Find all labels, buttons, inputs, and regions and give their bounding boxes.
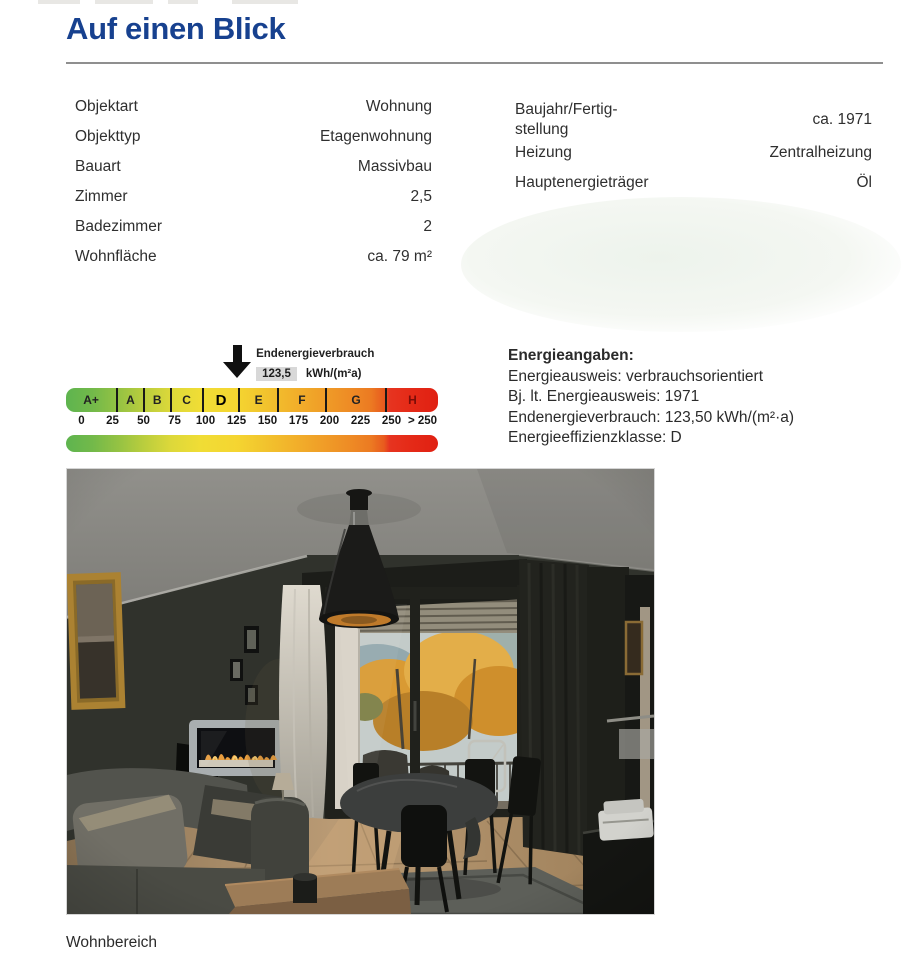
scale-tick: 175 (288, 415, 309, 427)
scale-tick: 225 (350, 415, 371, 427)
energy-class-a: A (118, 388, 145, 412)
detail-label-line: Baujahr/Fertig- (515, 101, 618, 118)
detail-row (75, 217, 432, 247)
energy-class-e: E (240, 388, 278, 412)
scale-ticks (66, 415, 438, 432)
living-room-photo (67, 469, 654, 914)
scale-tick: 125 (226, 415, 247, 427)
energy-class-a-plus: A+ (66, 388, 118, 412)
energy-info-line: Bj. lt. Energieausweis: 1971 (508, 388, 700, 405)
detail-row (515, 97, 872, 143)
pointer-arrow-icon (223, 345, 251, 378)
detail-label (515, 100, 618, 140)
scale-tick: 75 (168, 415, 181, 427)
energy-class-f: F (279, 388, 327, 412)
energy-class-b: B (145, 388, 172, 412)
pointer-value: 123,5 (256, 367, 297, 381)
detail-row (515, 143, 872, 173)
detail-label: Objektart (75, 98, 138, 115)
details-right-column (515, 97, 872, 277)
detail-label: Bauart (75, 158, 121, 175)
energy-info-line: Endenergieverbrauch: 123,50 kWh/(m²·a) (508, 408, 795, 426)
scale-tick: 0 (78, 415, 85, 427)
property-photo (66, 468, 655, 915)
energy-info-heading: Energieangaben: (508, 347, 634, 364)
detail-value: 2 (423, 218, 432, 235)
energy-info-line: Energieausweis: verbrauchsorientiert (508, 367, 764, 385)
detail-value: Wohnung (365, 98, 432, 115)
title-divider (66, 62, 883, 64)
energy-info (508, 346, 880, 452)
detail-value: ca. 79 m² (367, 248, 432, 265)
detail-value: ca. 1971 (812, 111, 872, 128)
page-title: Auf einen Blick (66, 11, 286, 46)
scale-tick: 100 (195, 415, 216, 427)
detail-row (75, 157, 432, 187)
detail-label-line: stellung (515, 121, 569, 138)
energy-class-bar (66, 388, 438, 412)
photo-vignette (67, 469, 654, 914)
scale-tick: > 250 (407, 415, 438, 427)
detail-label: Objekttyp (75, 128, 141, 145)
energy-consumption-scale (66, 344, 438, 452)
energy-gradient-bar (66, 435, 438, 452)
detail-row (75, 127, 432, 157)
pointer-arrow-head (223, 362, 251, 378)
energy-class-g: G (327, 388, 387, 412)
detail-label: Hauptenergieträger (515, 174, 649, 191)
detail-row (75, 247, 432, 277)
detail-row (515, 173, 872, 203)
energy-section (66, 344, 883, 452)
energy-class-d: D (204, 388, 241, 412)
details-left-column (75, 97, 432, 277)
detail-label: Badezimmer (75, 218, 162, 235)
scale-tick: 25 (106, 415, 119, 427)
scale-pointer-area (66, 344, 438, 388)
pointer-value-row (256, 367, 361, 381)
detail-value: Etagenwohnung (319, 128, 432, 145)
scale-tick: 50 (137, 415, 150, 427)
pointer-label: Endenergieverbrauch (256, 348, 375, 360)
detail-value: Öl (856, 174, 872, 191)
detail-label: Wohnfläche (75, 248, 157, 265)
scale-tick: 150 (257, 415, 278, 427)
detail-label: Heizung (515, 144, 572, 161)
pointer-unit: kWh/(m²a) (305, 368, 362, 380)
detail-value: Massivbau (357, 158, 432, 175)
pointer-arrow-stem (233, 345, 242, 362)
expose-page (66, 0, 883, 952)
detail-row (75, 187, 432, 217)
detail-label: Zimmer (75, 188, 128, 205)
detail-row (75, 97, 432, 127)
scale-tick: 200 (319, 415, 340, 427)
detail-value: 2,5 (410, 188, 432, 205)
property-details (66, 97, 883, 277)
energy-class-h: H (408, 393, 417, 407)
detail-value: Zentralheizung (769, 144, 872, 161)
scale-tick: 250 (381, 415, 402, 427)
energy-info-line: Energieeffizienzklasse: D (508, 429, 682, 446)
photo-caption: Wohnbereich (66, 934, 158, 951)
energy-class-c: C (172, 388, 204, 412)
